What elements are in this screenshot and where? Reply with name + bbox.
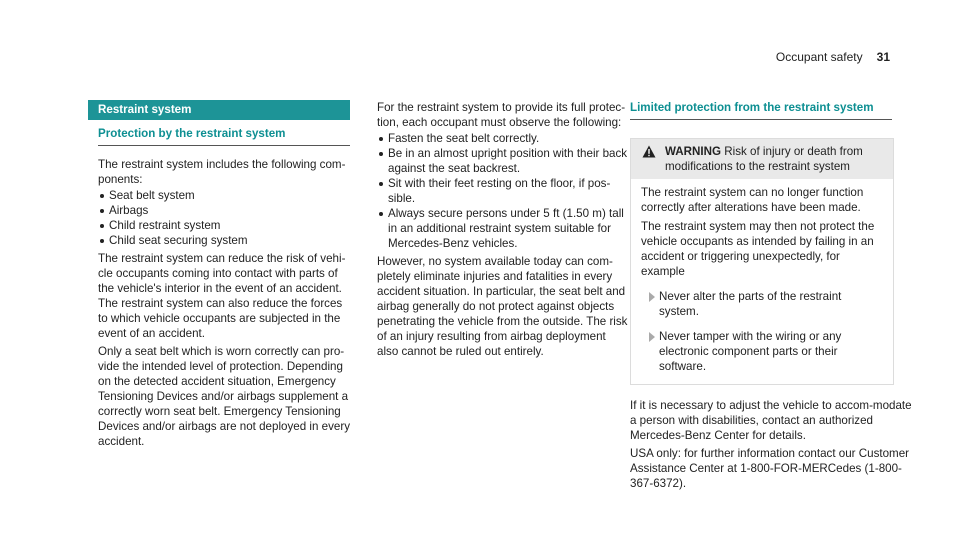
step-text: Never tamper with the wiring or any electronic component parts or their software. <box>659 330 842 373</box>
page-header <box>776 50 890 65</box>
warning-label: WARNING <box>665 145 722 158</box>
list-item: Sit with their feet resting on the floor, if pos-sible. <box>367 176 629 206</box>
warning-header <box>631 139 893 179</box>
arrow-icon <box>649 332 655 342</box>
list-item: Fasten the seat belt correctly. <box>367 131 629 146</box>
list-item: Child restraint system <box>88 218 350 233</box>
intro-text: For the restraint system to provide its full protec-tion, each occupant must observe the following: <box>377 101 626 129</box>
paragraph: USA only: for further information contact our Customer Assistance Center at 1-800-FOR-MERCedes (1-800-367-6372). <box>630 447 910 490</box>
section-title: Occupant safety <box>775 50 863 64</box>
intro-text: The restraint system includes the following com-ponents: <box>98 158 346 186</box>
list-item: Child seat securing system <box>88 233 350 248</box>
arrow-icon <box>649 292 655 302</box>
list-item: Always secure persons under 5 ft (1.50 m) tall in an additional restraint system suitable for Mercedes-Benz vehicles. <box>367 206 629 251</box>
paragraph: The restraint system may then not protect the vehicle occupants as intended by failing in an accident or triggering unexpectedly, for example <box>641 220 875 278</box>
warning-body <box>631 179 893 384</box>
components-list <box>88 188 350 248</box>
requirements-list <box>367 131 629 251</box>
step-text: Never alter the parts of the restraint system. <box>659 290 842 318</box>
paragraph: If it is necessary to adjust the vehicle to accom-modate a person with disabilities, contact an authorized Mercedes-Benz Center for details. <box>630 399 912 442</box>
paragraph: Only a seat belt which is worn correctly can pro-vide the intended level of protection. Depending on the detected accident situation, Emergency Tensioning Devices and/or airbags supplement a correctly worn seat belt. Emergency Tensioning Devices and/or airbags are not deployed in every accident. <box>98 345 350 448</box>
warning-title: Risk of injury or death from modifications to the restraint system <box>665 145 863 173</box>
list-item: Seat belt system <box>88 188 350 203</box>
warning-box <box>630 138 894 385</box>
subsection-heading: Limited protection from the restraint system <box>630 100 892 120</box>
warning-triangle-icon <box>642 145 656 158</box>
paragraph: However, no system available today can com-pletely eliminate injuries and fatalities in every accident situation. In particular, the seat belt and airbag generally do not protect against objects penetrating the vehicle from the outside. The risk of an injury resulting from airbag deployment also cannot be ruled out entirely. <box>377 255 628 358</box>
instruction-step <box>641 289 883 319</box>
paragraph: The restraint system can reduce the risk of vehi-cle occupants coming into contact with parts of the vehicle's interior in the event of an accident. The restraint system can also reduce the forces to which vehicle occupants are subjected in the event of an accident. <box>98 252 346 340</box>
column-left <box>88 100 350 449</box>
column-right <box>610 100 912 491</box>
list-item: Be in an almost upright position with their back against the seat backrest. <box>367 146 629 176</box>
page-number: 31 <box>876 50 890 64</box>
subsection-heading: Protection by the restraint system <box>98 126 350 146</box>
instruction-step <box>641 329 883 374</box>
list-item: Airbags <box>88 203 350 218</box>
column-middle <box>367 100 629 359</box>
section-bar: Restraint system <box>88 100 350 120</box>
paragraph: The restraint system can no longer function correctly after alterations have been made. <box>641 186 864 214</box>
